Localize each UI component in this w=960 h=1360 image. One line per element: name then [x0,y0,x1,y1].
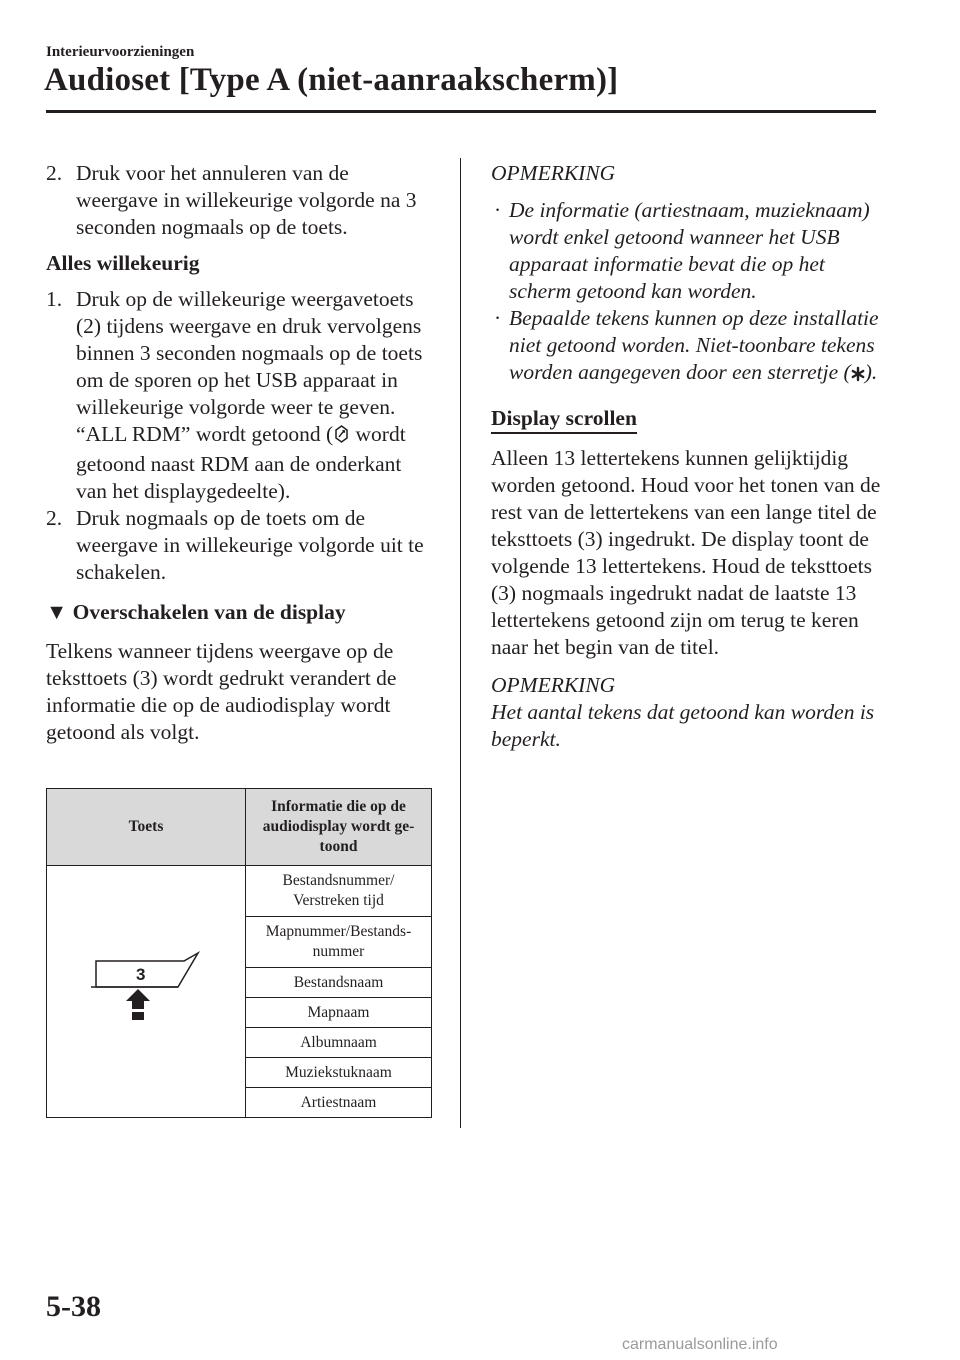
note-1-bullet-2 [491,305,891,389]
info-cell: Albumnaam [246,1028,432,1058]
display-scroll-heading: Display scrollen [491,405,637,434]
note-2-body: Het aantal tekens dat getoond kan worden is beperkt. [491,700,875,751]
table-row [47,866,432,917]
switch-display-body: Telkens wanneer tijdens weergave op de teksttoets (3) wordt gedrukt verandert de informatie die op de audiodisplay wordt getoond als volgt. [46,639,397,744]
info-cell: Mapnaam [246,998,432,1028]
all-random-step-2 [46,505,436,586]
table-header-key: Toets [47,789,246,866]
title-rule [46,110,876,113]
all-random-heading: Alles willekeurig [46,251,200,275]
info-cell: Mapnummer/Bestands- nummer [246,917,432,968]
column-divider [460,158,461,1128]
step-2-cancel [46,160,436,241]
page-title: Audioset [Type A (niet-aanraakscherm)] [44,62,619,98]
key-cell [47,866,246,1118]
info-cell: Muziekstuknaam [246,1058,432,1088]
bullet-text-b: ). [864,360,878,384]
right-column [491,160,891,753]
switch-heading-text: Overschakelen van de display [72,600,346,624]
asterisk-icon [851,362,865,389]
triangle-marker-icon: ▼ [46,600,68,624]
step-text: Druk nogmaals op de toets om de weergave in willekeurige volgorde uit te schakelen. [76,506,424,584]
left-column [46,160,436,746]
note-1-title: OPMERKING [491,161,616,185]
step-text: Druk voor het annuleren van de weergave in willekeurige volgorde na 3 seconden nogmaals op de toets. [76,161,417,239]
random-play-icon [333,424,350,451]
key-info-table [46,788,432,1118]
bullet-dot: · [494,306,502,330]
table-header-info: Informatie die op de audiodisplay wordt ge- toond [246,789,432,866]
all-random-step-1 [46,286,436,505]
bullet-dot: · [494,198,502,222]
note-2-title: OPMERKING [491,673,616,697]
info-cell: Bestandsnaam [246,968,432,998]
bullet-text: De informatie (artiestnaam, muzieknaam) wordt enkel getoond wanneer het USB apparaat informatie bevat die op het scherm getoond kan worden. [509,198,870,303]
switch-display-heading [46,599,436,626]
table-header-row [47,789,432,866]
bullet-text-a: Bepaalde tekens kunnen op deze installatie niet getoond worden. Niet-toonbare tekens worden aangegeven door een sterretje ( [509,306,879,384]
section-label: Interieurvoorzieningen [46,44,195,60]
step-number: 1. [46,287,63,311]
info-cell: Bestandsnummer/ Verstreken tijd [246,866,432,917]
key-number-label: 3 [136,964,146,984]
info-cell: Artiestnaam [246,1088,432,1118]
step-text-a: Druk op de willekeurige weergavetoets (2) tijdens weergave en druk vervolgens binnen 3 seconden nogmaals op de toets om de sporen op het USB apparaat in willekeurige volgorde weer te geven. “ALL RDM” wordt getoond ( [76,287,423,446]
note-1-bullet-1 [491,197,891,305]
scroll-heading-wrap [491,405,891,434]
step-number: 2. [46,161,63,185]
text-key-press-icon [86,949,206,1029]
display-scroll-body: Alleen 13 lettertekens kunnen gelijktijdig worden getoond. Houd voor het tonen van de rest van de lettertekens van een lange titel de teksttoets (3) ingedrukt. De display toont de volgende 13 lettertekens. Houd de teksttoets (3) nogmaals ingedrukt nadat de laatste 13 lettertekens getoond zijn om terug te keren naar het begin van de titel. [491,446,881,659]
step-text-b: wordt getoond naast RDM aan de onderkant van het displaygedeelte). [76,422,406,503]
page-number: 5-38 [46,1290,101,1323]
step-number: 2. [46,506,63,530]
watermark: carmanualsonline.info [622,1336,778,1353]
